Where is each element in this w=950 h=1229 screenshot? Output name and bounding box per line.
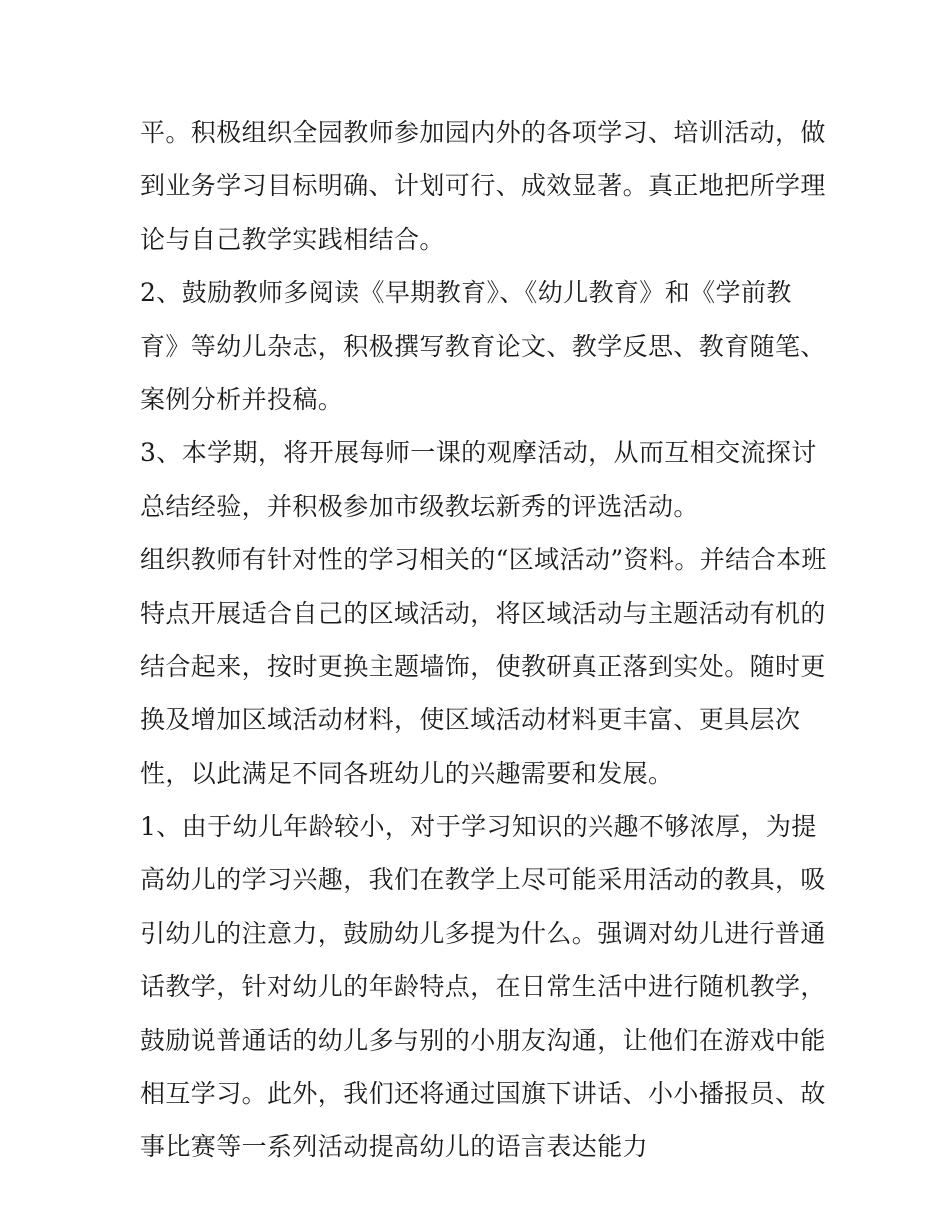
text-line: 事比赛等一系列活动提高幼儿的语言表达能力 (140, 1132, 649, 1162)
text-line: 育》等幼儿杂志，积极撰写教育论文、教学反思、教育随笔、 (140, 331, 826, 361)
text-line: 鼓励说普通话的幼儿多与别的小朋友沟通，让他们在游戏中能 (140, 1025, 826, 1055)
text-line: 话教学，针对幼儿的年龄特点，在日常生活中进行随机教学， (140, 972, 826, 1002)
text-line: 高幼儿的学习兴趣，我们在教学上尽可能采用活动的教具，吸 (140, 865, 826, 895)
document-body (140, 106, 827, 1174)
text-line: 到业务学习目标明确、计划可行、成效显著。真正地把所学理 (140, 171, 826, 201)
text-line: 组织教师有针对性的学习相关的“区域活动”资料。并结合本班 (140, 545, 827, 575)
text-line: 总结经验，并积极参加市级教坛新秀的评选活动。 (140, 491, 699, 521)
text-line: 相互学习。此外，我们还将通过国旗下讲话、小小播报员、故 (140, 1079, 826, 1109)
text-line: 论与自己教学实践相结合。 (140, 224, 445, 254)
text-line: 引幼儿的注意力，鼓励幼儿多提为什么。强调对幼儿进行普通 (140, 918, 826, 948)
text-line: 性，以此满足不同各班幼儿的兴趣需要和发展。 (140, 758, 674, 788)
text-line: 换及增加区域活动材料，使区域活动材料更丰富、更具层次 (140, 705, 801, 735)
text-line: 案例分析并投稿。 (140, 384, 344, 414)
text-line: 特点开展适合自己的区域活动，将区域活动与主题活动有机的 (140, 598, 826, 628)
text-line: 2、鼓励教师多阅读《早期教育》、《幼儿教育》和《学前教 (140, 278, 792, 308)
text-line: 平。积极组织全园教师参加园内外的各项学习、培训活动，做 (140, 118, 826, 147)
text-line: 1、由于幼儿年龄较小，对于学习知识的兴趣不够浓厚，为提 (140, 812, 817, 842)
text-line: 3、本学期，将开展每师一课的观摩活动，从而互相交流探讨 (140, 438, 817, 468)
text-line: 结合起来，按时更换主题墙饰，使教研真正落到实处。随时更 (140, 651, 826, 681)
